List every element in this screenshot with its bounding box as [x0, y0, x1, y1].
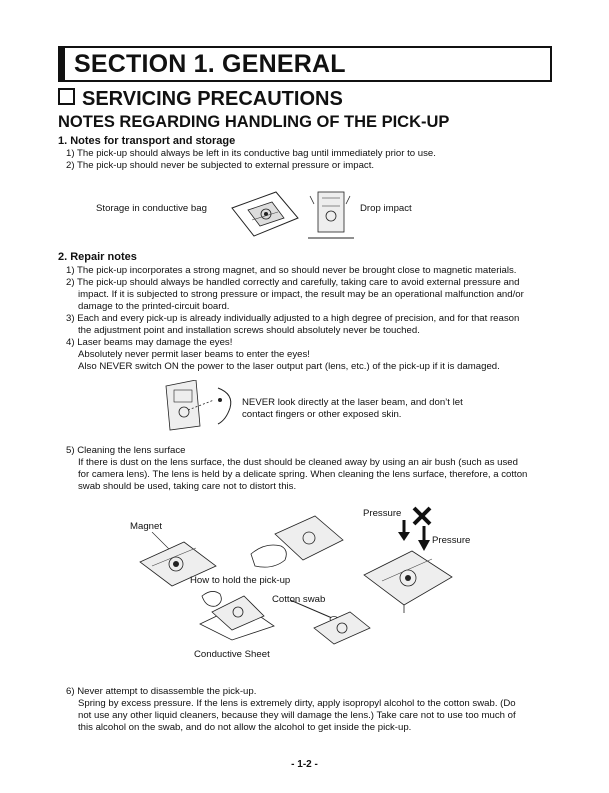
laser-eye-illustration	[160, 380, 238, 432]
storage-bag-illustration	[228, 190, 300, 240]
section-title: SECTION 1. GENERAL	[74, 50, 346, 78]
part1-line-1: 1) The pick-up should always be left in its conductive bag until immediately prior to use.	[66, 148, 436, 159]
repair-line-7: 4) Laser beams may damage the eyes!	[66, 337, 233, 348]
magnet-label: Magnet	[130, 521, 162, 532]
servicing-heading-text: SERVICING PRECAUTIONS	[82, 88, 343, 110]
clean-line-3: for camera lens). The lens is held by a delicate spring. When cleaning the lens surface, therefore, a cotton	[78, 469, 528, 480]
repair-line-6: the adjustment point and installation screws should absolutely never be touched.	[78, 325, 420, 336]
final-line-4: this alcohol on the swab, and do not allow the alcohol to get inside the pick-up.	[78, 722, 412, 733]
repair-line-9: Also NEVER switch ON the power to the laser output part (lens, etc.) of the pick-up if it is damaged.	[78, 361, 500, 372]
final-line-3: not use any other liquid cleaners, because they will damage the lens.) Take care not to use too much of	[78, 710, 516, 721]
repair-line-2: 2) The pick-up should always be handled correctly and carefully, taking care to avoid external pressure and	[66, 277, 520, 288]
final-line-1: 6) Never attempt to disassemble the pick-up.	[66, 686, 257, 697]
conductive-sheet-illustration	[198, 586, 276, 642]
clean-line-1: 5) Cleaning the lens surface	[66, 445, 186, 456]
clean-line-2: If there is dust on the lens surface, the dust should be cleaned away by using an air bush (such as used	[78, 457, 518, 468]
cotton-swab-illustration	[290, 598, 372, 648]
laser-note-1: NEVER look directly at the laser beam, and don’t let	[242, 397, 463, 408]
pickup-subheading: NOTES REGARDING HANDLING OF THE PICK-UP	[58, 113, 450, 131]
conductive-sheet-label: Conductive Sheet	[194, 649, 270, 660]
hold-label: How to hold the pick-up	[190, 575, 291, 586]
repair-line-1: 1) The pick-up incorporates a strong magnet, and so should never be brought close to magnetic materials.	[66, 265, 517, 276]
repair-line-3: impact. If it is subjected to strong pressure or impact, the result may be an operational malfunction and/or	[78, 289, 524, 300]
drop-caption: Drop impact	[360, 203, 412, 214]
drop-impact-illustration	[300, 188, 360, 246]
clean-line-4: swab should be used, taking care not to distort this.	[78, 481, 297, 492]
final-line-2: Spring by excess pressure. If the lens is extremely dirty, apply isopropyl alcohol to the cotton swab. (Do	[78, 698, 516, 709]
laser-note-2: contact fingers or other exposed skin.	[242, 409, 402, 420]
pressure-pickup-illustration	[362, 545, 454, 615]
servicing-heading	[58, 88, 343, 111]
repair-line-5: 3) Each and every pick-up is already individually adjusted to a high degree of precision, and for that reason	[66, 313, 520, 324]
pressure-x-icon	[396, 504, 436, 542]
hold-pickup-illustration	[245, 510, 345, 572]
pressure-label-1: Pressure	[363, 508, 402, 519]
section-title-box	[58, 46, 552, 82]
part2-title: 2. Repair notes	[58, 251, 137, 263]
cotton-swab-label: Cotton swab	[272, 594, 326, 605]
checkbox-square-icon	[58, 88, 75, 105]
page-number: - 1-2 -	[291, 759, 318, 770]
part1-line-2: 2) The pick-up should never be subjected to external pressure or impact.	[66, 160, 375, 171]
pressure-label-2: Pressure	[432, 535, 471, 546]
part1-title: 1. Notes for transport and storage	[58, 135, 236, 147]
repair-line-4: damage to the printed-circuit board.	[78, 301, 230, 312]
storage-caption: Storage in conductive bag	[96, 203, 207, 214]
repair-line-8: Absolutely never permit laser beams to enter the eyes!	[78, 349, 310, 360]
